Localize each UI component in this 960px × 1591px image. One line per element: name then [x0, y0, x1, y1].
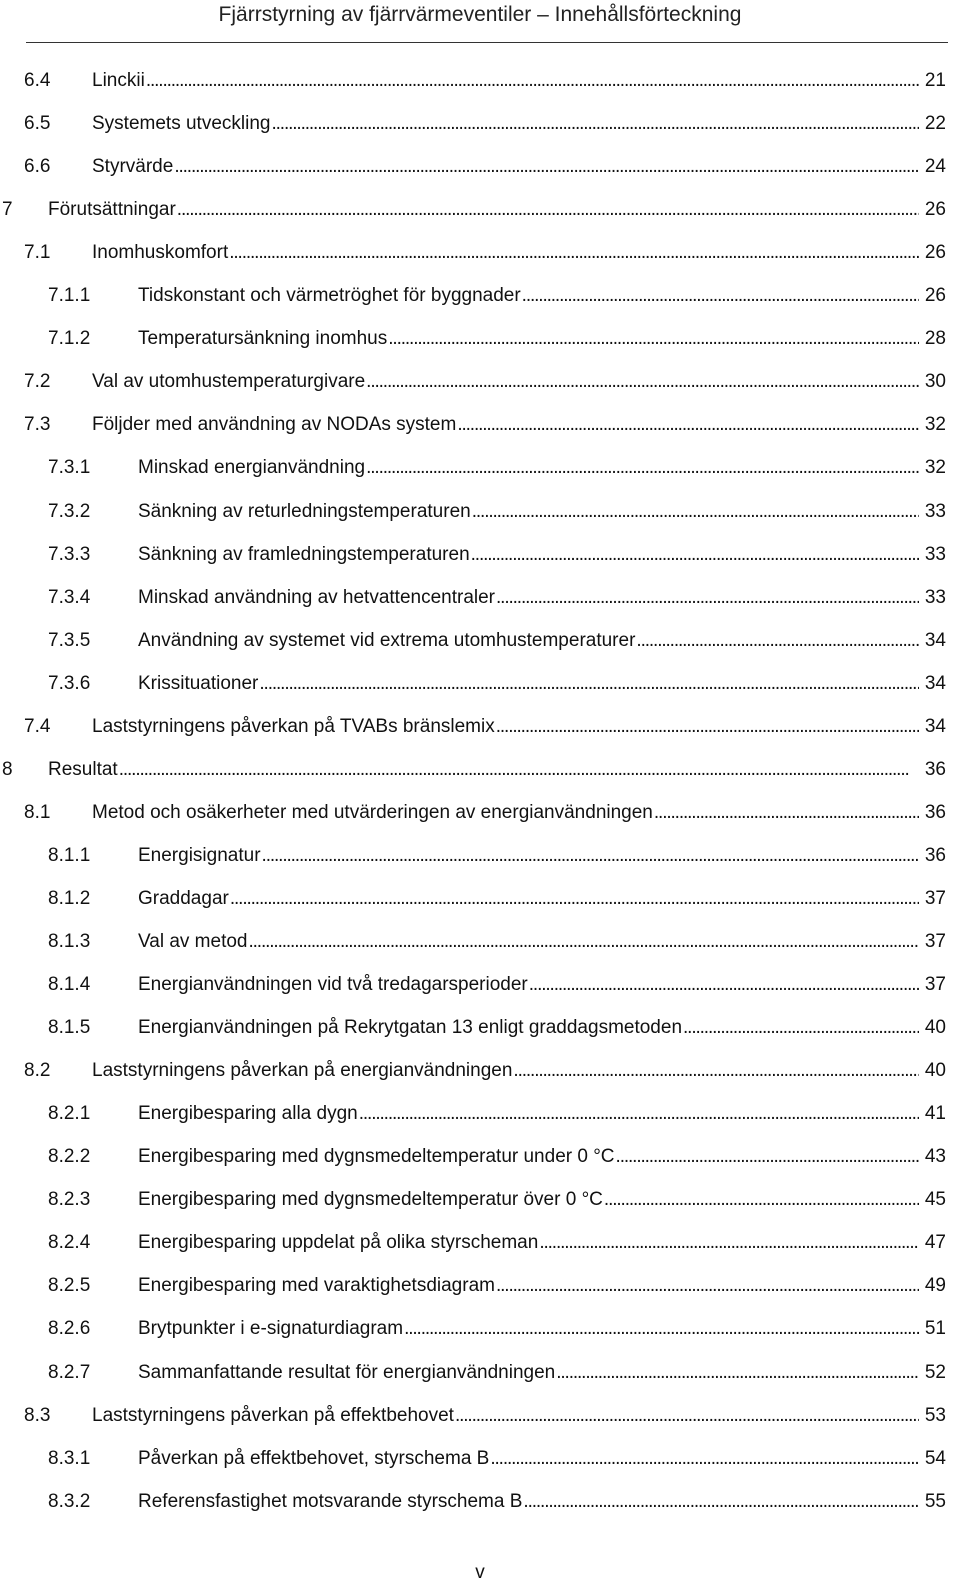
- toc-entry-number: 7.3.3: [48, 543, 91, 565]
- toc-dot-leader: [495, 583, 919, 613]
- toc-entry-number: 8.3.1: [48, 1447, 91, 1469]
- toc-entry-line: [92, 367, 960, 397]
- toc-entry-page: 51: [919, 1314, 960, 1344]
- toc-entry-page: 40: [919, 1056, 960, 1086]
- toc-entry-page: 28: [919, 324, 960, 354]
- toc-entry[interactable]: [0, 626, 960, 656]
- toc-entry[interactable]: [0, 238, 960, 268]
- toc-entry[interactable]: [0, 1228, 960, 1258]
- toc-entry-page: 53: [919, 1401, 960, 1431]
- toc-entry-line: [138, 970, 960, 1000]
- page-number: v: [475, 1562, 485, 1583]
- toc-dot-leader: [528, 970, 919, 1000]
- toc-entry-number: 7.1.1: [48, 285, 91, 307]
- toc-entry-title: Styrvärde: [92, 152, 173, 182]
- toc-entry-page: 34: [919, 626, 960, 656]
- toc-entry[interactable]: [0, 1056, 960, 1086]
- toc-entry-title: Energianvändningen vid två tredagarsperioder: [138, 970, 528, 1000]
- toc-entry-number: 7.3.6: [48, 672, 91, 694]
- toc-entry[interactable]: [0, 367, 960, 397]
- toc-entry-page: 32: [919, 453, 960, 483]
- toc-entry-number: 8.3.2: [48, 1490, 91, 1512]
- toc-dot-leader: [615, 1142, 919, 1172]
- toc-entry-page: 26: [919, 195, 960, 225]
- toc-dot-leader: [470, 540, 919, 570]
- toc-entry-number: 8.1.4: [48, 974, 91, 996]
- toc-entry-number: 8.2.3: [48, 1189, 91, 1211]
- toc-entry-number: 7: [2, 199, 13, 221]
- toc-entry[interactable]: [0, 927, 960, 957]
- toc-entry-page: 36: [919, 755, 960, 785]
- toc-entry-line: [92, 410, 960, 440]
- toc-entry-page: 30: [919, 367, 960, 397]
- toc-entry-line: [138, 324, 960, 354]
- toc-entry-number: 6.5: [24, 113, 51, 135]
- toc-entry-line: [138, 497, 960, 527]
- toc-entry-page: 43: [919, 1142, 960, 1172]
- toc-entry[interactable]: [0, 1401, 960, 1431]
- toc-entry-number: 8.3: [24, 1404, 51, 1426]
- toc-dot-leader: [365, 453, 919, 483]
- toc-entry-page: 36: [919, 798, 960, 828]
- toc-entry-line: [138, 1444, 960, 1474]
- toc-entry[interactable]: [0, 1099, 960, 1129]
- toc-entry-line: [48, 195, 960, 225]
- toc-entry-number: 7.1: [24, 242, 51, 264]
- toc-entry-line: [138, 626, 960, 656]
- toc-entry-number: 7.3.5: [48, 629, 91, 651]
- toc-entry-title: Energibesparing med dygnsmedeltemperatur över 0 °C: [138, 1185, 603, 1215]
- toc-entry-title: Linckii: [92, 66, 145, 96]
- toc-dot-leader: [489, 1444, 919, 1474]
- toc-entry-title: Följder med användning av NODAs system: [92, 410, 456, 440]
- toc-dot-leader: [653, 798, 919, 828]
- toc-dot-leader: [270, 109, 918, 139]
- toc-entry-line: [138, 1228, 960, 1258]
- toc-entry-line: [138, 1358, 960, 1388]
- toc-entry-line: [92, 712, 960, 742]
- toc-entry-number: 8.2.4: [48, 1232, 91, 1254]
- toc-entry-title: Systemets utveckling: [92, 109, 270, 139]
- toc-entry-line: [92, 238, 960, 268]
- toc-entry[interactable]: [0, 109, 960, 139]
- running-header: Fjärrstyrning av fjärrvärmeventiler – Innehållsförteckning: [218, 3, 742, 26]
- toc-entry[interactable]: [0, 1271, 960, 1301]
- toc-entry-line: [48, 755, 960, 785]
- toc-entry[interactable]: [0, 1142, 960, 1172]
- toc-entry-number: 7.2: [24, 371, 51, 393]
- toc-entry-number: 8.2.5: [48, 1275, 91, 1297]
- toc-entry-page: 37: [919, 927, 960, 957]
- toc-entry[interactable]: [0, 1444, 960, 1474]
- toc-entry-line: [92, 152, 960, 182]
- toc-entry[interactable]: [0, 497, 960, 527]
- toc-entry-title: Energibesparing alla dygn: [138, 1099, 358, 1129]
- toc-entry-number: 8.2.6: [48, 1318, 91, 1340]
- toc-dot-leader: [247, 927, 918, 957]
- toc-dot-leader: [358, 1099, 919, 1129]
- toc-entry-page: 49: [919, 1271, 960, 1301]
- toc-entry[interactable]: [0, 669, 960, 699]
- toc-entry-number: 7.4: [24, 715, 51, 737]
- toc-entry[interactable]: [0, 410, 960, 440]
- toc-dot-leader: [603, 1185, 919, 1215]
- toc-entry-number: 8.2.7: [48, 1361, 91, 1383]
- toc-entry-page: 37: [919, 884, 960, 914]
- toc-entry-number: 7.1.2: [48, 328, 91, 350]
- toc-entry-page: 21: [919, 66, 960, 96]
- toc-entry[interactable]: [0, 970, 960, 1000]
- toc-dot-leader: [538, 1228, 919, 1258]
- toc-entry[interactable]: [0, 1314, 960, 1344]
- toc-entry-line: [92, 1056, 960, 1086]
- toc-dot-leader: [682, 1013, 919, 1043]
- toc-entry-page: 22: [919, 109, 960, 139]
- toc-entry-title: Sänkning av returledningstemperaturen: [138, 497, 471, 527]
- header-rule: [26, 42, 948, 43]
- toc-entry-title: Tidskonstant och värmetröghet för byggnader: [138, 281, 521, 311]
- toc-entry-title: Laststyrningens påverkan på energianvändningen: [92, 1056, 512, 1086]
- toc-entry-title: Krissituationer: [138, 669, 258, 699]
- toc-entry-line: [138, 884, 960, 914]
- toc-entry-line: [92, 1401, 960, 1431]
- toc-entry[interactable]: [0, 1358, 960, 1388]
- toc-dot-leader: [229, 884, 919, 914]
- toc-entry-title: Minskad energianvändning: [138, 453, 365, 483]
- toc-entry-page: 34: [919, 712, 960, 742]
- toc-entry-line: [138, 1314, 960, 1344]
- toc-entry-title: Energibesparing uppdelat på olika styrscheman: [138, 1228, 538, 1258]
- toc-entry-title: Inomhuskomfort: [92, 238, 228, 268]
- toc-entry-title: Energibesparing med dygnsmedeltemperatur under 0 °C: [138, 1142, 615, 1172]
- toc-entry-page: 37: [919, 970, 960, 1000]
- toc-entry-page: 26: [919, 281, 960, 311]
- toc-entry-title: Laststyrningens påverkan på TVABs bränslemix: [92, 712, 495, 742]
- toc-entry-line: [138, 453, 960, 483]
- toc-entry-line: [138, 1013, 960, 1043]
- toc-dot-leader: [118, 755, 919, 785]
- toc-dot-leader: [495, 1271, 919, 1301]
- toc-entry[interactable]: [0, 1185, 960, 1215]
- toc-entry-line: [138, 1271, 960, 1301]
- toc-dot-leader: [176, 195, 919, 225]
- toc-entry-title: Användning av systemet vid extrema utomhustemperaturer: [138, 626, 635, 656]
- toc-entry[interactable]: [0, 540, 960, 570]
- toc-entry-line: [138, 1099, 960, 1129]
- toc-entry-number: 8.2.2: [48, 1146, 91, 1168]
- toc-entry-page: 24: [919, 152, 960, 182]
- toc-entry-title: Val av metod: [138, 927, 247, 957]
- toc-dot-leader: [387, 324, 919, 354]
- toc-dot-leader: [173, 152, 919, 182]
- toc-entry-title: Laststyrningens påverkan på effektbehovet: [92, 1401, 454, 1431]
- toc-entry[interactable]: [0, 281, 960, 311]
- toc-entry-page: 34: [919, 669, 960, 699]
- toc-entry[interactable]: [0, 1013, 960, 1043]
- toc-entry-title: Metod och osäkerheter med utvärderingen av energianvändningen: [92, 798, 653, 828]
- toc-entry-title: Förutsättningar: [48, 195, 176, 225]
- toc-entry-number: 8.2: [24, 1060, 51, 1082]
- toc-entry-line: [138, 1487, 960, 1517]
- toc-entry-page: 33: [919, 583, 960, 613]
- toc-entry-line: [138, 841, 960, 871]
- toc-entry-line: [92, 66, 960, 96]
- toc-entry-page: 33: [919, 497, 960, 527]
- toc-entry-title: Energibesparing med varaktighetsdiagram: [138, 1271, 495, 1301]
- toc-dot-leader: [471, 497, 919, 527]
- toc-entry-line: [138, 669, 960, 699]
- toc-entry[interactable]: [0, 798, 960, 828]
- toc-dot-leader: [145, 66, 919, 96]
- toc-entry-title: Energianvändningen på Rekrytgatan 13 enligt graddagsmetoden: [138, 1013, 682, 1043]
- toc-entry-title: Graddagar: [138, 884, 229, 914]
- toc-dot-leader: [635, 626, 918, 656]
- toc-entry[interactable]: [0, 583, 960, 613]
- toc-entry-page: 40: [919, 1013, 960, 1043]
- toc-entry[interactable]: [0, 66, 960, 96]
- toc-entry-page: 45: [919, 1185, 960, 1215]
- toc-entry[interactable]: [0, 712, 960, 742]
- toc-entry-number: 7.3.4: [48, 586, 91, 608]
- toc-entry-number: 6.6: [24, 156, 51, 178]
- toc-entry-line: [138, 281, 960, 311]
- toc-entry[interactable]: [0, 841, 960, 871]
- toc-entry-title: Referensfastighet motsvarande styrschema B: [138, 1487, 522, 1517]
- toc-entry-page: 32: [919, 410, 960, 440]
- toc-dot-leader: [403, 1314, 919, 1344]
- toc-entry-title: Resultat: [48, 755, 118, 785]
- toc-dot-leader: [261, 841, 919, 871]
- toc-entry-page: 47: [919, 1228, 960, 1258]
- toc-entry-number: 7.3: [24, 414, 51, 436]
- toc-entry-number: 8: [2, 758, 13, 780]
- toc-entry-page: 55: [919, 1487, 960, 1517]
- toc-entry-title: Brytpunkter i e-signaturdiagram: [138, 1314, 403, 1344]
- toc-dot-leader: [522, 1487, 918, 1517]
- toc-dot-leader: [555, 1358, 919, 1388]
- toc-entry-number: 8.2.1: [48, 1103, 91, 1125]
- toc-entry-page: 33: [919, 540, 960, 570]
- toc-entry-line: [138, 927, 960, 957]
- toc-entry-number: 7.3.2: [48, 500, 91, 522]
- toc-entry-page: 41: [919, 1099, 960, 1129]
- toc-dot-leader: [521, 281, 919, 311]
- toc-entry-number: 8.1.3: [48, 931, 91, 952]
- toc-entry[interactable]: [0, 1487, 960, 1517]
- toc-entry-number: 6.4: [24, 70, 51, 91]
- toc-dot-leader: [456, 410, 919, 440]
- toc-dot-leader: [495, 712, 919, 742]
- toc-entry-number: 7.3.1: [48, 457, 91, 479]
- toc-entry-title: Påverkan på effektbehovet, styrschema B: [138, 1444, 489, 1474]
- toc-entry-title: Minskad användning av hetvattencentraler: [138, 583, 495, 613]
- toc-entry[interactable]: [0, 324, 960, 354]
- toc-entry-title: Energisignatur: [138, 841, 261, 871]
- toc-entry-line: [138, 583, 960, 613]
- toc-entry[interactable]: [0, 152, 960, 182]
- toc-entry-page: 26: [919, 238, 960, 268]
- toc-entry-title: Temperatursänkning inomhus: [138, 324, 387, 354]
- toc-entry-number: 8.1.2: [48, 887, 91, 909]
- toc-entry-title: Sänkning av framledningstemperaturen: [138, 540, 470, 570]
- toc-entry[interactable]: [0, 755, 960, 785]
- toc-entry-number: 8.1.5: [48, 1017, 91, 1039]
- toc-entry-page: 36: [919, 841, 960, 871]
- toc-entry-line: [92, 109, 960, 139]
- toc-entry-line: [92, 798, 960, 828]
- toc-entry-page: 52: [919, 1358, 960, 1388]
- toc-entry-line: [138, 1142, 960, 1172]
- toc-entry-line: [138, 540, 960, 570]
- toc-entry-number: 8.1.1: [48, 844, 91, 866]
- toc-entry-number: 8.1: [24, 801, 51, 823]
- toc-dot-leader: [228, 238, 919, 268]
- toc-entry[interactable]: [0, 195, 960, 225]
- toc-entry-page: 54: [919, 1444, 960, 1474]
- toc-entry-title: Sammanfattande resultat för energianvändningen: [138, 1358, 555, 1388]
- toc-dot-leader: [454, 1401, 919, 1431]
- toc-dot-leader: [512, 1056, 918, 1086]
- toc-entry-line: [138, 1185, 960, 1215]
- toc-dot-leader: [258, 669, 918, 699]
- toc-dot-leader: [365, 367, 919, 397]
- toc-entry[interactable]: [0, 453, 960, 483]
- toc-entry[interactable]: [0, 884, 960, 914]
- toc-entry-title: Val av utomhustemperaturgivare: [92, 367, 365, 397]
